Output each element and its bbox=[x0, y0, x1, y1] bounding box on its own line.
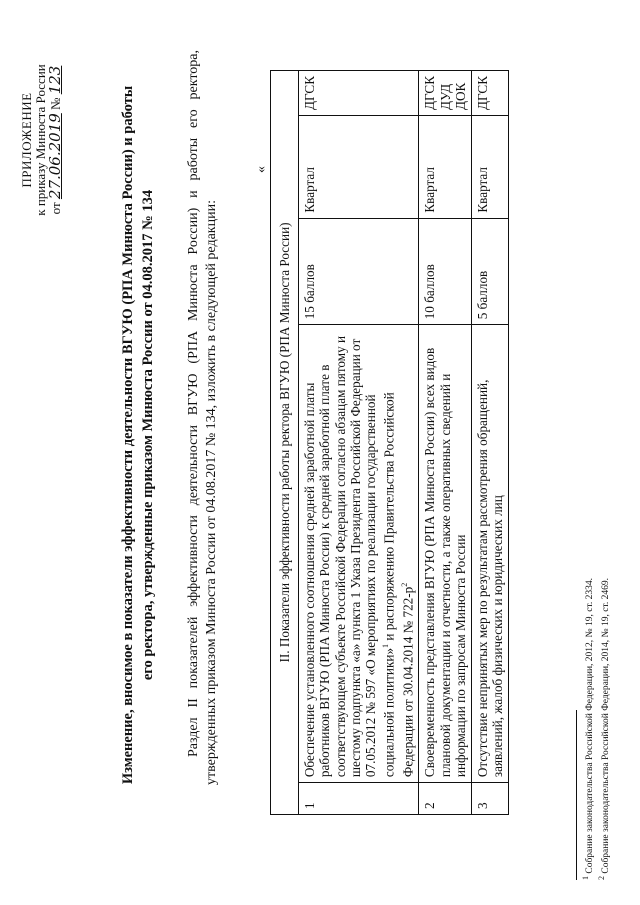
row-score: 10 баллов bbox=[419, 218, 472, 325]
footnote-ref: 2 bbox=[399, 582, 409, 587]
handwritten-number: 123 bbox=[46, 65, 64, 95]
row-responsible: ДГСК bbox=[472, 71, 509, 116]
intro-paragraph: Раздел II показателей эффективности деятельности ВГУЮ (РПА Минюста России) и работы его ректора, утвержденных приказом Минюста России от 04.08.2017 № 134, изложить в следующей редакции: bbox=[186, 50, 219, 785]
footnote: $^2$ Собрание законодательства Российской Федерации, 2014, № 19, ст. 2469. bbox=[597, 577, 612, 880]
appendix-date-line bbox=[48, 30, 63, 250]
document-heading: Изменение, вносимое в показатели эффективности деятельности ВГУЮ (РПА Минюста России) и работы его ректора, утвержденные приказом Минюста России от 04.08.2017 № 134 bbox=[120, 85, 156, 785]
row-description: Отсутствие непринятых мер по результатам рассмотрения обращений, заявлений, жалоб физических и юридических лиц bbox=[472, 325, 509, 783]
footnote-divider bbox=[576, 710, 577, 880]
row-description: Обеспечение установленного соотношения средней заработной платы работников ВГУЮ (РПА Минюста России) к средней заработной плате в соответствующем субъекте Российской Федерации согласно абзацам пятому и шестому подпункта «а» пункта 1 Указа Президента Российской Федерации от 07.05.2012 № 597 «О мероприятиях по реализации государственной социальной политики»$^1$ и распоряжению Правительства Российской Федерации от 30.04.2014 № $722-р^2$ bbox=[299, 325, 419, 783]
table-row bbox=[299, 71, 419, 815]
footnotes bbox=[580, 360, 612, 880]
row-period: Квартал bbox=[419, 116, 472, 219]
section-title: II. Показатели эффективности работы ректора ВГУЮ (РПА Минюста России) bbox=[271, 71, 299, 815]
handwritten-date: 27.06.2019 bbox=[46, 113, 64, 200]
row-number: 2 bbox=[419, 783, 472, 815]
appendix-order-line: к приказу Минюста России bbox=[33, 64, 48, 216]
date-prefix: от bbox=[48, 202, 63, 215]
appendix-title: ПРИЛОЖЕНИЕ bbox=[19, 92, 34, 188]
footnote: $^1$ Собрание законодательства Российской Федерации, 2012, № 19, ст. 2334. bbox=[581, 577, 596, 880]
row-score: 5 баллов bbox=[472, 218, 509, 325]
appendix-block bbox=[20, 30, 63, 250]
row-responsible: ДГСК bbox=[299, 71, 419, 116]
row-responsible: ДГСК ДУД ДОК bbox=[419, 71, 472, 116]
opening-quote: « bbox=[254, 166, 269, 173]
section-row bbox=[271, 71, 299, 815]
row-description: Своевременность представления ВГУЮ (РПА Минюста России) всех видов плановой документации и отчетности, а также оперативных сведений и информации по запросам Минюста России bbox=[419, 325, 472, 783]
row-number: 3 bbox=[472, 783, 509, 815]
row-number: 1 bbox=[299, 783, 419, 815]
row-period: Квартал bbox=[472, 116, 509, 219]
footnote-ref: 1 bbox=[381, 643, 391, 648]
row-period: Квартал bbox=[299, 116, 419, 219]
indicators-table bbox=[270, 70, 509, 815]
row-score: 15 баллов bbox=[299, 218, 419, 325]
table-row bbox=[472, 71, 509, 815]
number-prefix: № bbox=[48, 97, 63, 110]
table-row bbox=[419, 71, 472, 815]
